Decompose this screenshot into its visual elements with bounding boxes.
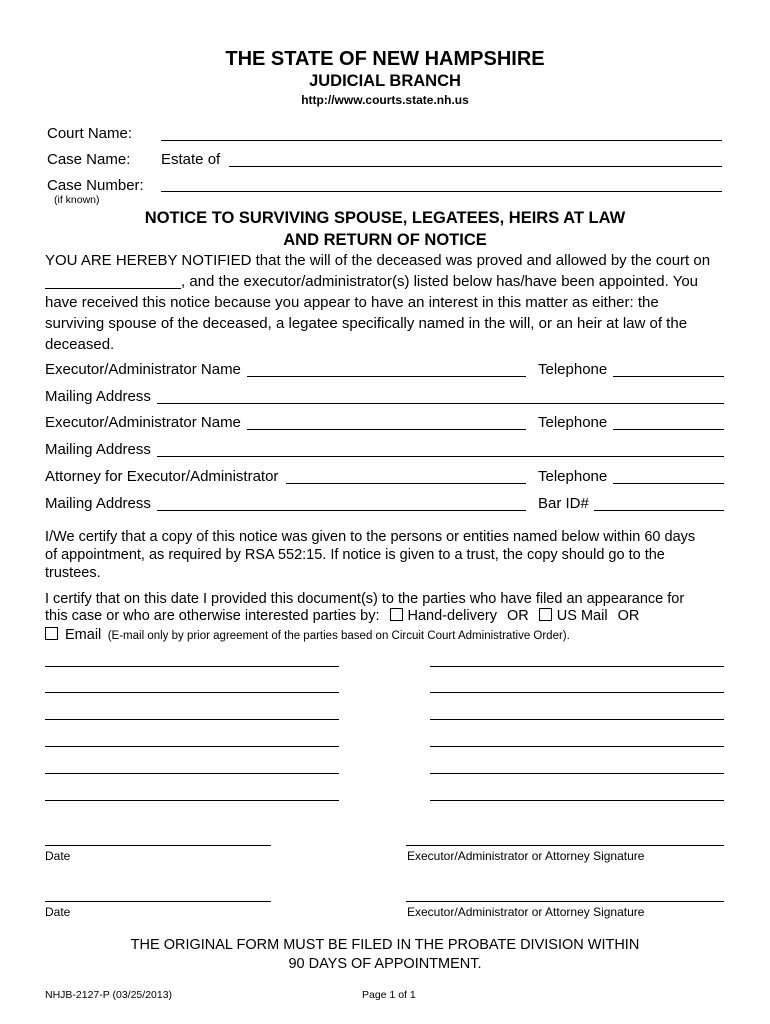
estate-of-label: Estate of: [161, 151, 221, 168]
signature-label-1: Executor/Administrator or Attorney Signature: [407, 849, 645, 863]
executor1-address-field[interactable]: [157, 403, 724, 404]
email-note: (E-mail only by prior agreement of the parties based on Circuit Court Administrative Order).: [107, 630, 570, 642]
certify2-line1: I certify that on this date I provided this document(s) to the parties who have filed an appearance for: [45, 591, 685, 607]
bar-id-label: Bar ID#: [538, 495, 589, 512]
date-field-2[interactable]: [45, 901, 271, 902]
signature-label-2: Executor/Administrator or Attorney Signature: [407, 905, 645, 919]
bar-id-field[interactable]: [594, 510, 724, 511]
branch-title: JUDICIAL BRANCH: [309, 72, 461, 90]
court-name-label: Court Name:: [47, 125, 133, 142]
certify1-line2: of appointment, as required by RSA 552:15. If notice is given to a trust, the copy should go to the: [45, 547, 665, 563]
or-text-2: OR: [617, 608, 640, 624]
executor2-name-field[interactable]: [247, 429, 526, 430]
attorney-telephone-label: Telephone: [538, 468, 608, 485]
executor2-name-label: Executor/Administrator Name: [45, 414, 241, 431]
filing-notice-line2: 90 DAYS OF APPOINTMENT.: [288, 956, 482, 972]
recipient-line-right-2[interactable]: [430, 692, 724, 693]
attorney-telephone-field[interactable]: [613, 483, 724, 484]
recipient-line-right-4[interactable]: [430, 746, 724, 747]
case-number-label: Case Number:: [47, 177, 144, 194]
notice-line5: deceased.: [45, 336, 115, 353]
certify1-line3: trustees.: [45, 565, 101, 581]
executor2-telephone-label: Telephone: [538, 414, 608, 431]
recipient-line-right-1[interactable]: [430, 666, 724, 667]
recipient-line-right-5[interactable]: [430, 773, 724, 774]
state-title: THE STATE OF NEW HAMPSHIRE: [225, 48, 545, 70]
signature-field-1[interactable]: [406, 845, 724, 846]
recipient-line-left-3[interactable]: [45, 719, 339, 720]
executor2-address-label: Mailing Address: [45, 441, 151, 458]
date-label-2: Date: [45, 905, 71, 919]
court-url[interactable]: http://www.courts.state.nh.us: [301, 93, 469, 107]
form-id: NHJB-2127-P (03/25/2013): [45, 989, 173, 1001]
if-known-note: (if known): [54, 194, 100, 206]
recipient-line-left-2[interactable]: [45, 692, 339, 693]
case-number-field[interactable]: [161, 191, 722, 192]
signature-field-2[interactable]: [406, 901, 724, 902]
recipient-line-left-5[interactable]: [45, 773, 339, 774]
case-name-field[interactable]: [229, 166, 722, 167]
executor1-name-label: Executor/Administrator Name: [45, 361, 241, 378]
us-mail-checkbox[interactable]: [539, 608, 552, 621]
attorney-address-label: Mailing Address: [45, 495, 151, 512]
executor1-address-label: Mailing Address: [45, 388, 151, 405]
date-label-1: Date: [45, 849, 71, 863]
recipient-line-left-6[interactable]: [45, 800, 339, 801]
court-name-field[interactable]: [161, 140, 722, 141]
hand-delivery-label: Hand-delivery: [407, 608, 497, 624]
executor1-name-field[interactable]: [247, 376, 526, 377]
notice-line4: surviving spouse of the deceased, a legatee specifically named in the will, or an heir at law of the: [45, 315, 688, 332]
proved-date-field[interactable]: [45, 288, 181, 289]
us-mail-label: US Mail: [556, 608, 608, 624]
attorney-label: Attorney for Executor/Administrator: [45, 468, 279, 485]
form-title-line1: NOTICE TO SURVIVING SPOUSE, LEGATEES, HEIRS AT LAW: [144, 209, 626, 227]
attorney-field[interactable]: [286, 483, 526, 484]
hand-delivery-checkbox[interactable]: [390, 608, 403, 621]
certify2-line2-text: this case or who are otherwise interested parties by:: [45, 608, 380, 624]
recipient-line-left-4[interactable]: [45, 746, 339, 747]
email-label: Email: [65, 627, 102, 643]
form-title-line2: AND RETURN OF NOTICE: [283, 231, 487, 249]
executor1-telephone-field[interactable]: [613, 376, 724, 377]
executor2-telephone-field[interactable]: [613, 429, 724, 430]
email-checkbox[interactable]: [45, 627, 58, 640]
certify2-line2: [45, 608, 639, 624]
notice-line1: YOU ARE HEREBY NOTIFIED that the will of the deceased was proved and allowed by the court on: [45, 252, 711, 269]
notice-line3: have received this notice because you appear to have an interest in this matter as either: the: [45, 294, 659, 311]
recipient-line-left-1[interactable]: [45, 666, 339, 667]
certify1-line1: I/We certify that a copy of this notice was given to the persons or entities named below within 60 days: [45, 529, 696, 545]
filing-notice-line1: THE ORIGINAL FORM MUST BE FILED IN THE PROBATE DIVISION WITHIN: [130, 937, 640, 953]
executor1-telephone-label: Telephone: [538, 361, 608, 378]
certify2-line3: [45, 626, 570, 644]
executor2-address-field[interactable]: [157, 456, 724, 457]
notice-line2: , and the executor/administrator(s) listed below has/have been appointed. You: [181, 273, 699, 290]
case-name-label: Case Name:: [47, 151, 131, 168]
or-text-1: OR: [507, 608, 529, 624]
recipient-line-right-6[interactable]: [430, 800, 724, 801]
date-field-1[interactable]: [45, 845, 271, 846]
page-number: Page 1 of 1: [362, 989, 416, 1001]
attorney-address-field[interactable]: [157, 510, 526, 511]
recipient-line-right-3[interactable]: [430, 719, 724, 720]
